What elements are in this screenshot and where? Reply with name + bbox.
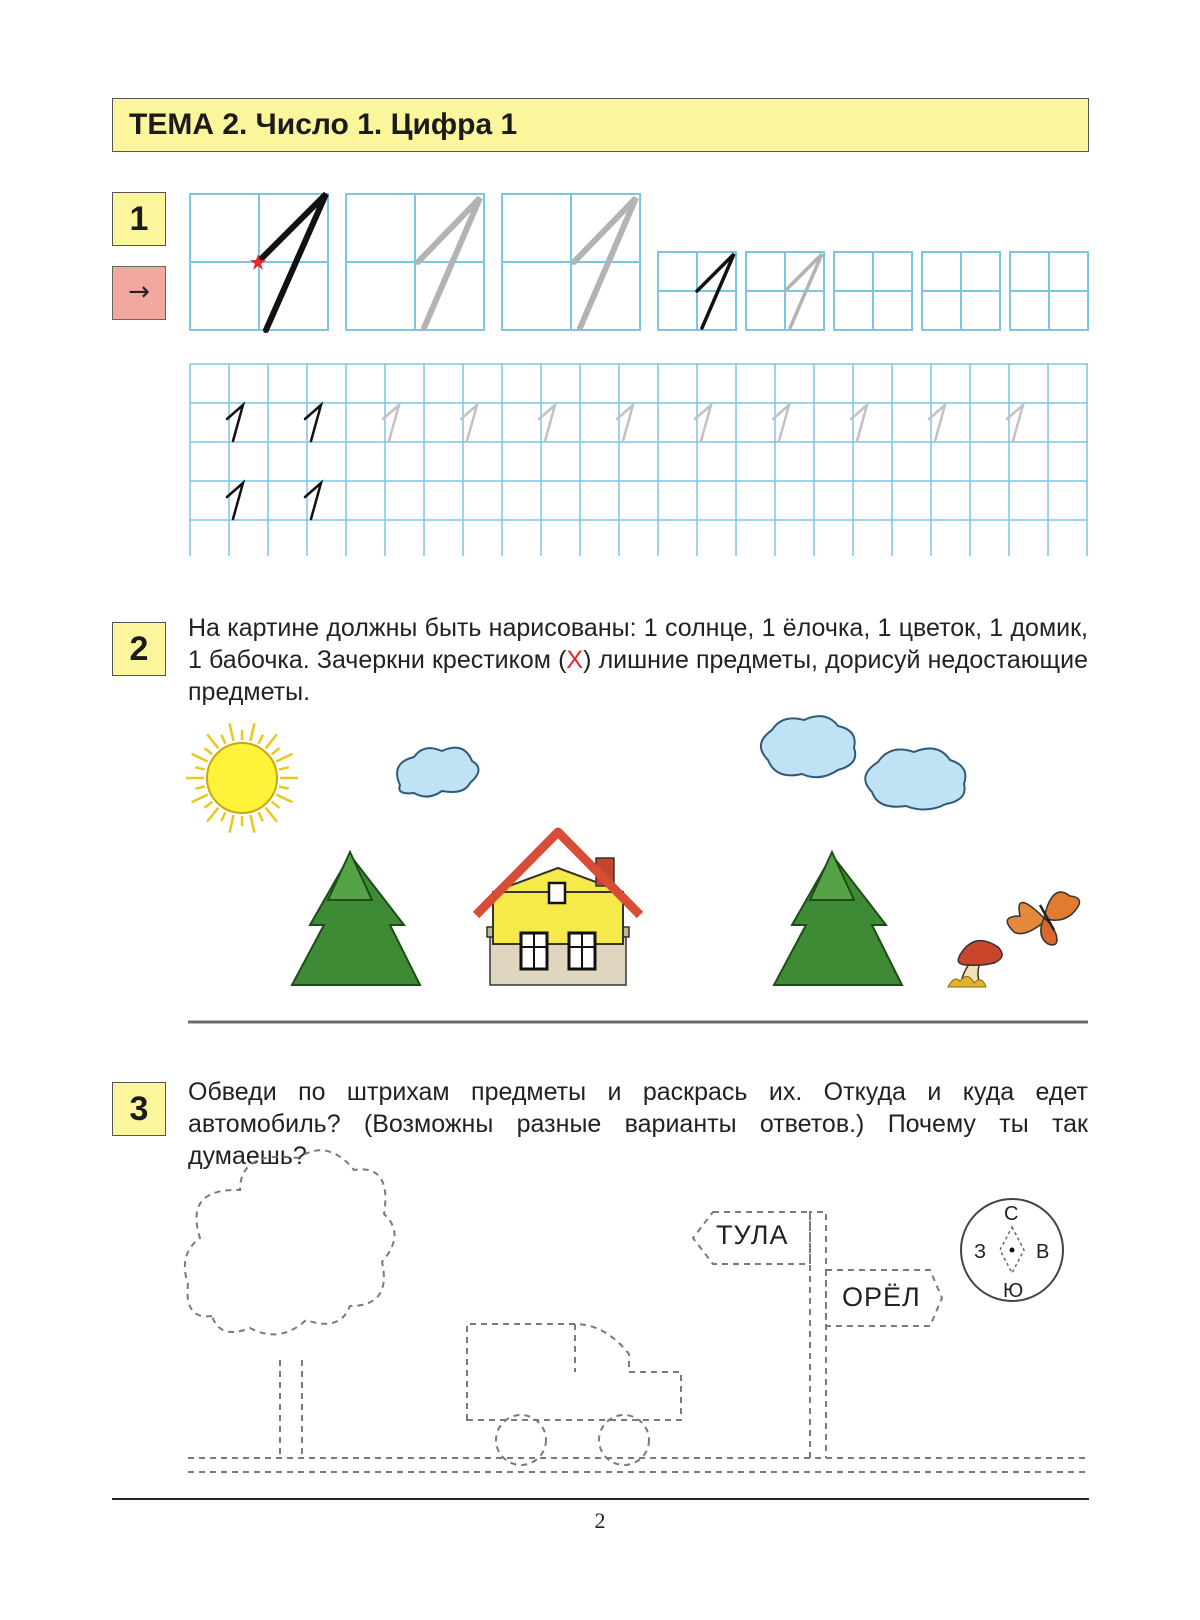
- task-2-instructions: На картине должны быть нарисованы: 1 солнце, 1 ёлочка, 1 цветок, 1 домик, 1 бабочка. Зачеркни крестиком (Х) лишние предметы, дорисуй недостающие предметы.: [188, 614, 1088, 706]
- task-number-2: 2: [112, 622, 166, 676]
- compass-south-label: Ю: [1003, 1280, 1024, 1302]
- compass-north-label: С: [1004, 1203, 1019, 1225]
- sign-tula-label: ТУЛА: [716, 1220, 789, 1250]
- page-number: 2: [594, 1508, 606, 1533]
- direction-arrow-icon: →: [112, 266, 166, 320]
- task-number-3: 3: [112, 1082, 166, 1136]
- task-3-instructions: Обведи по штрихам предметы и раскрась их. Откуда и куда едет автомобиль? (Возможны разные варианты ответов.) Почему ты так думаешь?: [188, 1078, 1088, 1170]
- task-number-1: 1: [112, 192, 166, 246]
- sign-orel-label: ОРЁЛ: [842, 1282, 921, 1312]
- page-title: ТЕМА 2. Число 1. Цифра 1: [112, 98, 1089, 152]
- compass-east-label: В: [1036, 1241, 1050, 1263]
- cross-mark: Х: [566, 646, 584, 674]
- tree-outline: [185, 1150, 395, 1458]
- footer-divider: [112, 1498, 1089, 1500]
- compass-west-label: З: [974, 1241, 987, 1263]
- car-outline: [467, 1324, 681, 1465]
